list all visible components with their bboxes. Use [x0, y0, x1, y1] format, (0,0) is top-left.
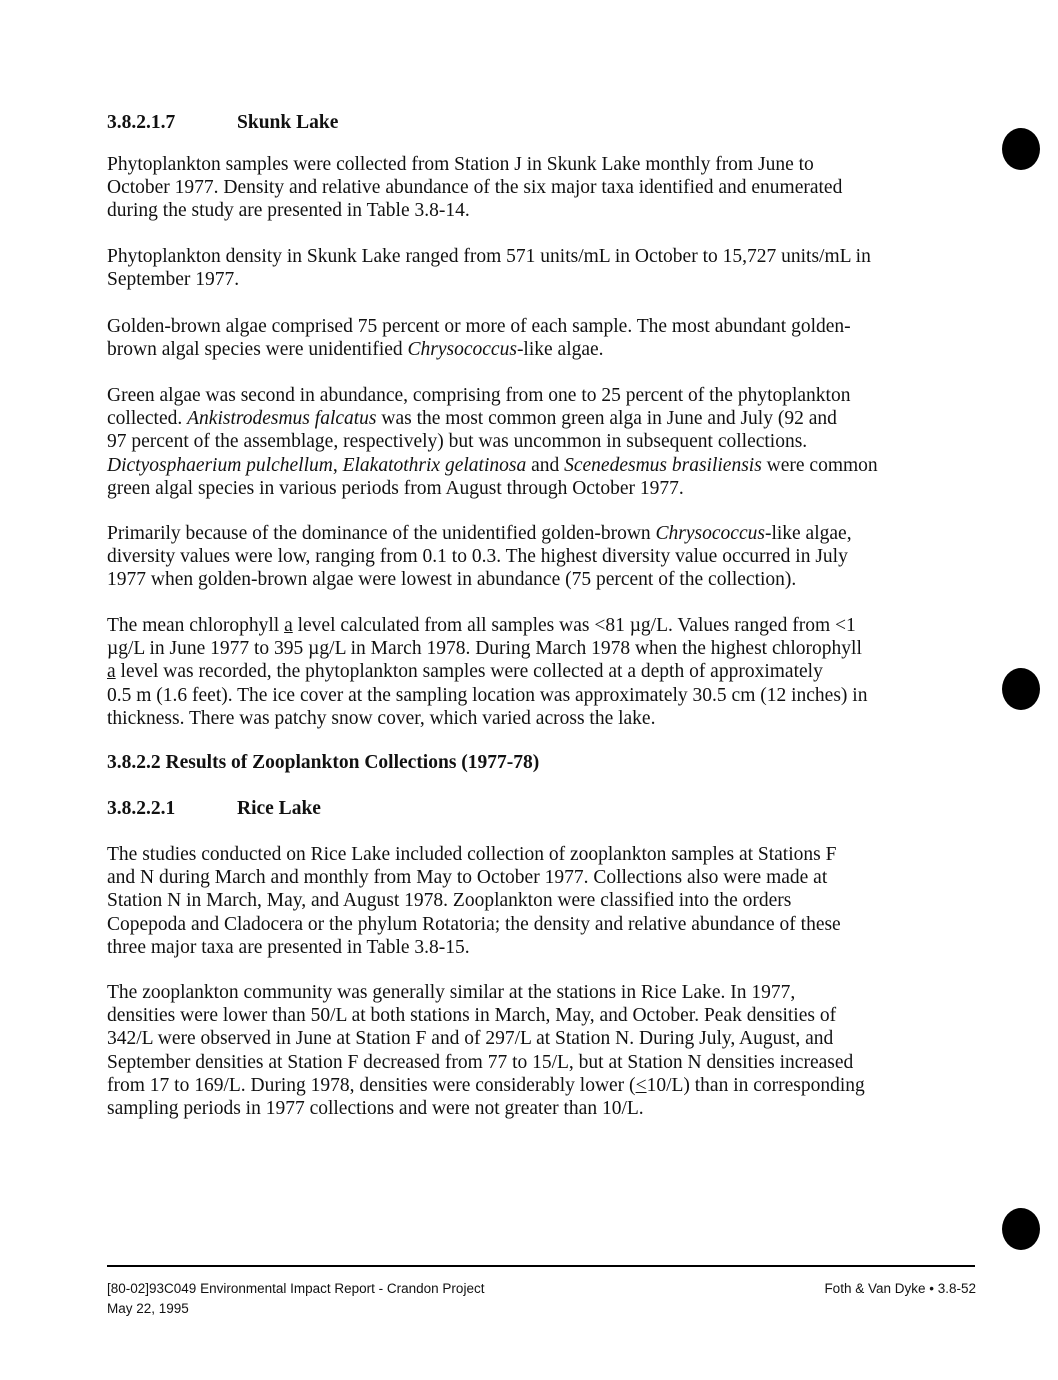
- text-line: three major taxa are presented in Table 3.8-15.: [107, 936, 470, 958]
- text-line: Phytoplankton density in Skunk Lake ranged from 571 units/mL in October to 15,727 units/mL in: [107, 246, 871, 267]
- text-line: Green algae was second in abundance, comprising from one to 25 percent of the phytoplankton: [107, 385, 851, 406]
- paragraph-diversity: [107, 522, 967, 592]
- text-line: Copepoda and Cladocera or the phylum Rotatoria; the density and relative abundance of these: [107, 913, 841, 935]
- text-line: during the study are presented in Table 3.8-14.: [107, 200, 470, 222]
- text-line: and N during March and monthly from May to October 1977. Collections also were made at: [107, 867, 828, 889]
- text-line: The studies conducted on Rice Lake included collection of zooplankton samples at Stations F: [107, 844, 837, 865]
- text-line: Golden-brown algae comprised 75 percent or more of each sample. The most abundant golden-: [107, 316, 851, 337]
- text-line: diversity values were low, ranging from 0.1 to 0.3. The highest diversity value occurred in July: [107, 546, 848, 568]
- paragraph-zooplankton-community: [107, 981, 967, 1120]
- footer-page-number: Foth & Van Dyke • 3.8-52: [824, 1281, 976, 1296]
- text-line: from 17 to 169/L. During 1978, densities were considerably lower (<10/L) than in corresponding: [107, 1074, 865, 1096]
- text-line: September 1977.: [107, 269, 240, 291]
- paragraph-rice-lake-studies: [107, 843, 967, 959]
- footer-rule: [107, 1265, 975, 1267]
- footer-report-title: [80-02]93C049 Environmental Impact Report - Crandon Project: [107, 1281, 485, 1296]
- paragraph-green-algae: [107, 384, 967, 500]
- text-line: 0.5 m (1.6 feet). The ice cover at the sampling location was approximately 30.5 cm (12 inches) in: [107, 684, 868, 706]
- text-line: collected. Ankistrodesmus falcatus was the most common green alga in June and July (92 and: [107, 408, 837, 430]
- text-line: green algal species in various periods from August through October 1977.: [107, 477, 684, 499]
- paragraph-density: [107, 245, 967, 291]
- text-line: October 1977. Density and relative abundance of the six major taxa identified and enumerated: [107, 177, 843, 199]
- section-heading-zooplankton: 3.8.2.2 Results of Zooplankton Collections (1977-78): [107, 752, 540, 773]
- text-line: The zooplankton community was generally similar at the stations in Rice Lake. In 1977,: [107, 982, 796, 1003]
- footer-date: May 22, 1995: [107, 1301, 189, 1316]
- text-line: densities were lower than 50/L at both stations in March, May, and October. Peak densities of: [107, 1005, 837, 1027]
- paragraph-golden-brown: [107, 315, 967, 361]
- punch-hole-bottom: [1002, 1208, 1040, 1250]
- text-line: µg/L in June 1977 to 395 µg/L in March 1978. During March 1978 when the highest chlorophyll: [107, 638, 862, 660]
- text-line: Primarily because of the dominance of the unidentified golden-brown Chrysococcus-like algae,: [107, 523, 852, 544]
- text-line: thickness. There was patchy snow cover, which varied across the lake.: [107, 707, 656, 729]
- section-heading-skunk-lake: [107, 111, 338, 134]
- text-line: sampling periods in 1977 collections and were not greater than 10/L.: [107, 1098, 644, 1120]
- paragraph-sampling: [107, 153, 967, 223]
- section-title: Rice Lake: [237, 798, 321, 819]
- footer-left: [107, 1279, 484, 1319]
- text-line: The mean chlorophyll a level calculated from all samples was <81 µg/L. Values ranged from <1: [107, 615, 856, 636]
- section-title: Skunk Lake: [237, 112, 339, 133]
- section-number: 3.8.2.2.1: [107, 798, 176, 819]
- text-line: Station N in March, May, and August 1978. Zooplankton were classified into the orders: [107, 890, 792, 912]
- text-line: September densities at Station F decreased from 77 to 15/L, but at Station N densities increased: [107, 1051, 854, 1073]
- text-line: 1977 when golden-brown algae were lowest in abundance (75 percent of the collection).: [107, 569, 797, 591]
- section-heading-rice-lake: [107, 797, 321, 820]
- text-line: a level was recorded, the phytoplankton samples were collected at a depth of approximately: [107, 661, 823, 683]
- paragraph-chlorophyll: [107, 614, 967, 730]
- text-line: Dictyosphaerium pulchellum, Elakatothrix gelatinosa and Scenedesmus brasiliensis were common: [107, 454, 878, 476]
- text-line: Phytoplankton samples were collected from Station J in Skunk Lake monthly from June to: [107, 154, 814, 175]
- text-line: 97 percent of the assemblage, respectively) but was uncommon in subsequent collections.: [107, 431, 808, 453]
- punch-hole-top: [1002, 128, 1040, 170]
- section-number: 3.8.2.1.7: [107, 112, 176, 133]
- text-line: 342/L were observed in June at Station F and of 297/L at Station N. During July, August, and: [107, 1028, 834, 1050]
- text-line: brown algal species were unidentified Chrysococcus-like algae.: [107, 339, 604, 361]
- punch-hole-middle: [1002, 668, 1040, 710]
